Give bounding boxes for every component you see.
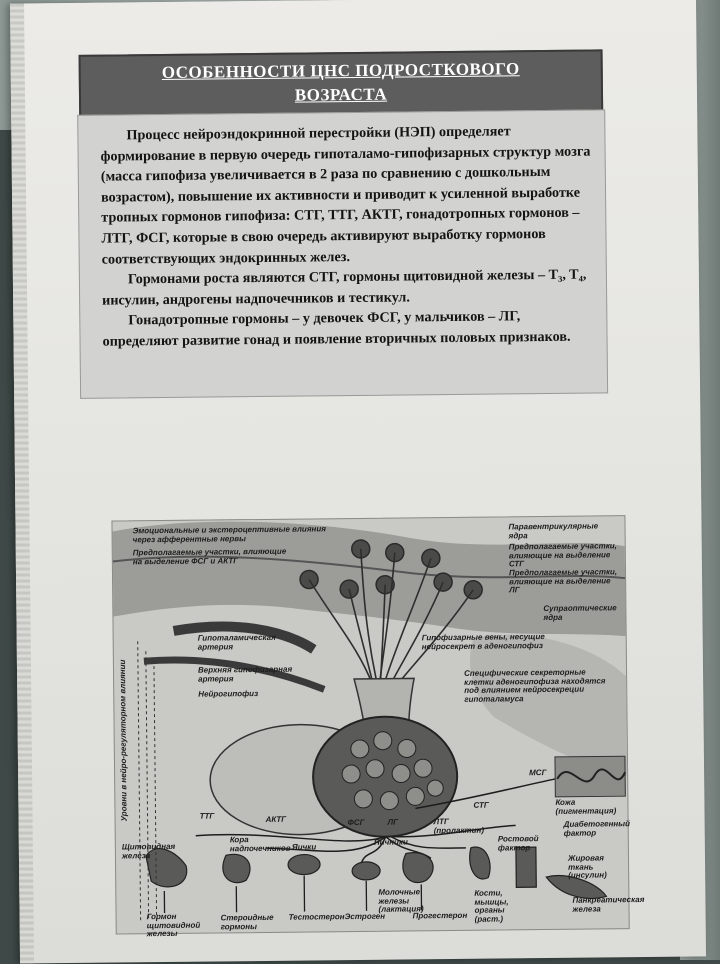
label-neurohypophysis: Нейрогипофиз xyxy=(198,689,259,699)
paper-sheet xyxy=(10,0,706,964)
label-hypothalamic-artery: Гипоталамическая артерия xyxy=(197,632,276,652)
label-diabetogenic: Диабетогенный фактор xyxy=(563,819,630,838)
label-adipose: Жировая ткань (инсулин) xyxy=(567,853,607,880)
label-steroid: Стероидные гормоны xyxy=(220,912,274,931)
label-ltg: ЛТГ (пролактин) xyxy=(433,817,485,835)
label-testosterone: Тестостерон xyxy=(288,912,345,922)
label-thyroid: Щитовидная железа xyxy=(121,841,176,860)
paragraph-growth-hormones: Гормонами роста являются СТГ, гормоны щитовидной железы – T₃, T₄, инсулин, андрогены надпочечников и тестикул. xyxy=(102,266,587,309)
title-line-2: ВОЗРАСТА xyxy=(294,84,388,105)
label-estrogen: Эстроген xyxy=(344,911,386,922)
label-bones: Кости, мышцы, органы (раст.) xyxy=(474,888,509,924)
label-lg-areas: Предполагаемые участки, влияющие на выделение ЛГ xyxy=(508,567,618,595)
label-adrenal-cortex: Кора надпочечников xyxy=(229,835,291,853)
label-mammary: Молочные железы (лактация) xyxy=(378,887,424,914)
label-ttg: ТТГ xyxy=(199,811,215,821)
label-ovaries: Яичники xyxy=(373,837,408,847)
label-lg: ЛГ xyxy=(387,817,399,827)
label-growth-factor: Ростовой фактор xyxy=(497,834,539,853)
paragraph-nep: Процесс нейроэндокринной перестройки (НЭП) определяет формирование в первую очередь гипоталамо-гипофизарных структур мозга (масса гипофиза увеличивается в 2 раза по сравнению с дошкольным возрастом), повышение их активности и приводит к усиленной выработке тропных гормонов гипофиза: СТГ, ТТГ, АКТГ, гонадотропных гормонов – ЛТГ, ФСГ, которые в свою очередь активируют выработку гормонов соответствующих эндокринных желез. xyxy=(100,123,591,268)
page-edge-texture xyxy=(10,3,34,963)
title-line-1: ОСОБЕННОСТИ ЦНС ПОДРОСТКОВОГО xyxy=(161,59,520,83)
label-aktg: АКТГ xyxy=(265,814,287,824)
label-pancreas: Панкреатическая железа xyxy=(572,894,645,914)
neuroendocrine-diagram xyxy=(111,515,645,939)
label-testes: Яички xyxy=(291,842,317,852)
label-stg-areas: Предполагаемые участки, влияющие на выделение СТГ xyxy=(508,541,617,569)
label-progesterone: Прогестерон xyxy=(412,910,468,921)
paragraph-gonadotropic: Гонадотропные гормоны – у девочек ФСГ, у мальчиков – ЛГ, определяют развитие гонад и появление вторичных половых признаков. xyxy=(102,308,571,350)
label-skin: Кожа (пигментация) xyxy=(555,797,617,816)
label-vertical-note: Уровни в нейро-регуляторном влиянии xyxy=(117,659,129,822)
label-upper-artery: Верхняя гипофизарная артерия xyxy=(197,664,293,684)
label-preoptic: Предполагаемые участки, влияющие на выделение ФСГ и АКТГ xyxy=(132,546,287,566)
label-paraventricular: Паравентрикулярные ядра xyxy=(508,521,599,540)
title-banner xyxy=(79,49,604,116)
label-thyroid-hormone: Гормон щитовидной железы xyxy=(146,911,201,939)
label-stg: СТГ xyxy=(473,800,489,810)
label-msg: МСГ xyxy=(529,768,547,778)
label-portal-veins: Гипофизарные вены, несущие нейросекрет в аденогипофиз xyxy=(421,632,545,651)
label-secretory-cells: Специфические секреторные клетки аденогипофиза находятся под влиянием нейросекреции гипоталамуса xyxy=(464,667,606,704)
body-text-box xyxy=(77,109,608,399)
label-fsg: ФСГ xyxy=(347,817,365,828)
label-supraoptic: Супраоптические ядра xyxy=(543,603,617,622)
label-emotional: Эмоциональные и экстероцептивные влияния через афферентные нервы xyxy=(132,524,326,544)
